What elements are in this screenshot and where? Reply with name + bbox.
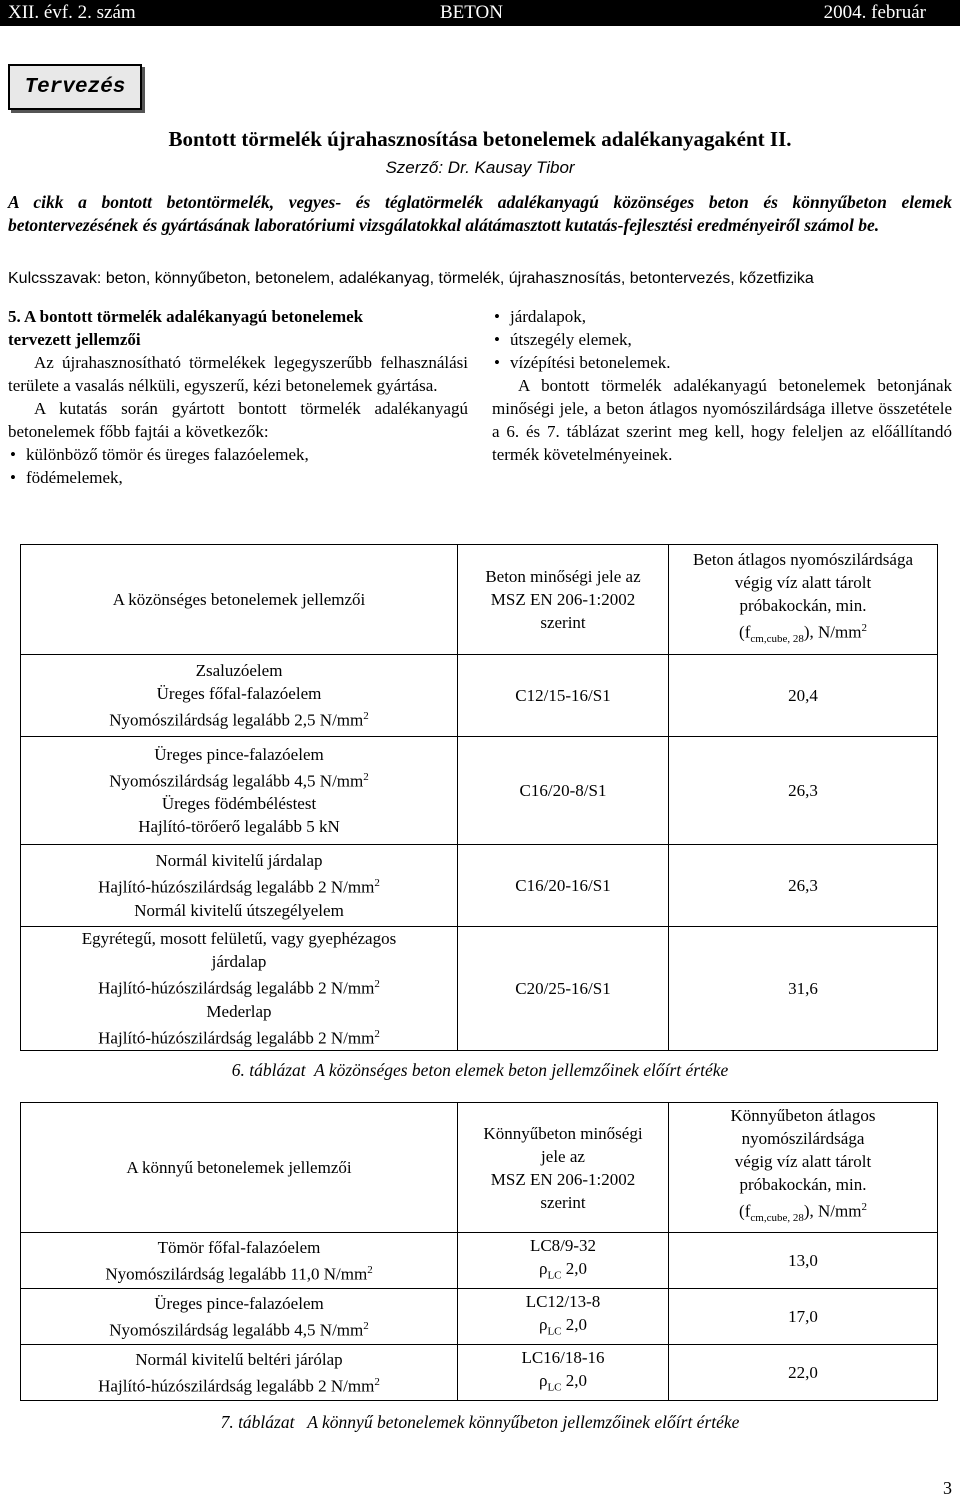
- head-line: végig víz alatt tárolt: [734, 572, 872, 592]
- article-author: Szerző: Dr. Kausay Tibor: [385, 158, 575, 177]
- table-header-row: [21, 545, 938, 655]
- table-cell: 26,3: [669, 845, 938, 927]
- table-cell: 17,0: [669, 1289, 938, 1345]
- table-row: [21, 1233, 938, 1289]
- table-cell: Normál kivitelű beltéri járólap Hajlító-húzószilárdság legalább 2 $N/mm^2$: [21, 1345, 458, 1401]
- list-item: • útszegély elemek,: [492, 328, 952, 351]
- keywords: Kulcsszavak: beton, könnyűbeton, betonelem, adalékanyag, törmelék, újrahasznosítás, betontervezés, kőzetfizika: [8, 270, 814, 287]
- table-row: [21, 1289, 938, 1345]
- page-number: 3: [943, 1478, 952, 1498]
- header-issue: XII. évf. 2. szám: [8, 2, 136, 23]
- table-row: [21, 845, 938, 927]
- section-title-line2: tervezett jellemzői: [8, 330, 141, 349]
- table-head-cell: A közönséges betonelemek jellemzői: [21, 545, 458, 655]
- bullet-list-right: [492, 305, 952, 374]
- table-header-row: [21, 1103, 938, 1233]
- head-line: Beton minőségi jele az: [485, 567, 641, 586]
- list-item: • különböző tömör és üreges falazóelemek,: [8, 443, 468, 466]
- table-cell: Normál kivitelű járdalap Hajlító-húzószilárdság legalább 2 $N/mm^2$ Normál kivitelű útszegélyelem: [21, 845, 458, 927]
- section-tag: Tervezés: [8, 64, 142, 110]
- caption-text: A közönséges beton elemek beton jellemzőinek előírt értéke: [314, 1060, 729, 1080]
- head-line: Beton átlagos nyomószilárdsága: [692, 549, 913, 569]
- article-title: Bontott törmelék újrahasznosítása betonelemek adalékanyagaként II.: [168, 127, 792, 151]
- page-header: [0, 0, 960, 26]
- list-item: • járdalapok,: [492, 305, 952, 328]
- section-title-line1: 5. A bontott törmelék adalékanyagú betonelemek: [8, 307, 364, 326]
- table-cell: Zsaluzóelem Üreges főfal-falazóelem Nyomószilárdság legalább 2,5 $N/mm^2$: [21, 655, 458, 737]
- table-6-caption: [0, 1060, 960, 1081]
- table-cell: LC16/18-16 $\rho_{LC}$ 2,0: [458, 1345, 669, 1401]
- table-cell: 20,4: [669, 655, 938, 737]
- head-line: próbakockán, min.: [739, 595, 867, 615]
- table-head-cell: [458, 545, 669, 655]
- table-6: [20, 544, 938, 1051]
- table-cell: LC12/13-8 $\rho_{LC}$ 2,0: [458, 1289, 669, 1345]
- head-line: szerint: [540, 613, 586, 632]
- table-cell: C20/25-16/S1: [458, 927, 669, 1051]
- paragraph-1: Az újrahasznosítható törmelékek legegyszerűbb felhasználási területe a vasalás nélküli, egyszerű, kézi betonelemek gyártása.: [8, 353, 468, 395]
- table-head-cell: [669, 545, 938, 655]
- caption-label: 6. táblázat: [231, 1060, 306, 1080]
- table-row: [21, 1345, 938, 1401]
- bullet-list-left: [8, 443, 468, 489]
- table-cell: C16/20-16/S1: [458, 845, 669, 927]
- table-head-cell: Könnyűbeton átlagos nyomószilárdsága végig víz alatt tárolt próbakockán, min. $(f_{cm,cube, 28})$, $N/mm^2$: [669, 1103, 938, 1233]
- list-item: • vízépítési betonelemek.: [492, 351, 952, 374]
- table-cell: 13,0: [669, 1233, 938, 1289]
- table-cell: 22,0: [669, 1345, 938, 1401]
- table-head-cell: A könnyű betonelemek jellemzői: [21, 1103, 458, 1233]
- header-date: 2004. február: [823, 2, 926, 23]
- table-7-caption: [0, 1412, 960, 1433]
- table-cell: Egyrétegű, mosott felületű, vagy gyephézagos járdalap Hajlító-húzószilárdság legalább 2 $N/mm^2$ Mederlap Hajlító-húzószilárdság legalább 2 $N/mm^2$: [21, 927, 458, 1051]
- table-cell: C12/15-16/S1: [458, 655, 669, 737]
- table-head-cell: Könnyűbeton minőségi jele az MSZ EN 206-1:2002 szerint: [458, 1103, 669, 1233]
- table-cell: 31,6: [669, 927, 938, 1051]
- table-cell: LC8/9-32 $\rho_{LC}$ 2,0: [458, 1233, 669, 1289]
- header-journal: BETON: [440, 2, 503, 23]
- list-item: • födémelemek,: [8, 466, 468, 489]
- paragraph-3: A bontott törmelék adalékanyagú betonelemek betonjának minőségi jele, a beton átlagos nyomószilárdsága illetve összetétele a 6. és 7. táblázat szerint meg kell, hogy feleljen az előállítandó termék követelményeinek.: [492, 376, 952, 464]
- table-cell: Tömör főfal-falazóelem Nyomószilárdság legalább 11,0 $N/mm^2$: [21, 1233, 458, 1289]
- left-column: [8, 305, 468, 489]
- table-row: [21, 655, 938, 737]
- caption-text: A könnyű betonelemek könnyűbeton jellemzőinek előírt értéke: [307, 1412, 740, 1432]
- head-line: MSZ EN 206-1:2002: [490, 590, 636, 609]
- section-title: [8, 305, 468, 351]
- table-cell: Üreges pince-falazóelem Nyomószilárdság legalább 4,5 $N/mm^2$ Üreges födémbéléstest Hajlító-törőerő legalább 5 kN: [21, 737, 458, 845]
- right-column: [492, 305, 952, 466]
- paragraph-2: A kutatás során gyártott bontott törmelék adalékanyagú betonelemek főbb fajtái a következők:: [8, 399, 468, 441]
- table-cell: Üreges pince-falazóelem Nyomószilárdság legalább 4,5 $N/mm^2$: [21, 1289, 458, 1345]
- table-row: [21, 737, 938, 845]
- table-cell: 26,3: [669, 737, 938, 845]
- article-abstract: A cikk a bontott betontörmelék, vegyes- és téglatörmelék adalékanyagú közönséges beton és könnyűbeton elemek betontervezésének és gyártásának laboratóriumi vizsgálatokkal alátámasztott kutatás-fejlesztési eredményeiről számol be.: [8, 192, 952, 235]
- head-unit: $(f_{cm,cube, 28})$, $N/mm^2$: [739, 621, 867, 646]
- table-cell: C16/20-8/S1: [458, 737, 669, 845]
- table-row: [21, 927, 938, 1051]
- table-7: [20, 1102, 938, 1401]
- caption-label: 7. táblázat: [220, 1412, 295, 1432]
